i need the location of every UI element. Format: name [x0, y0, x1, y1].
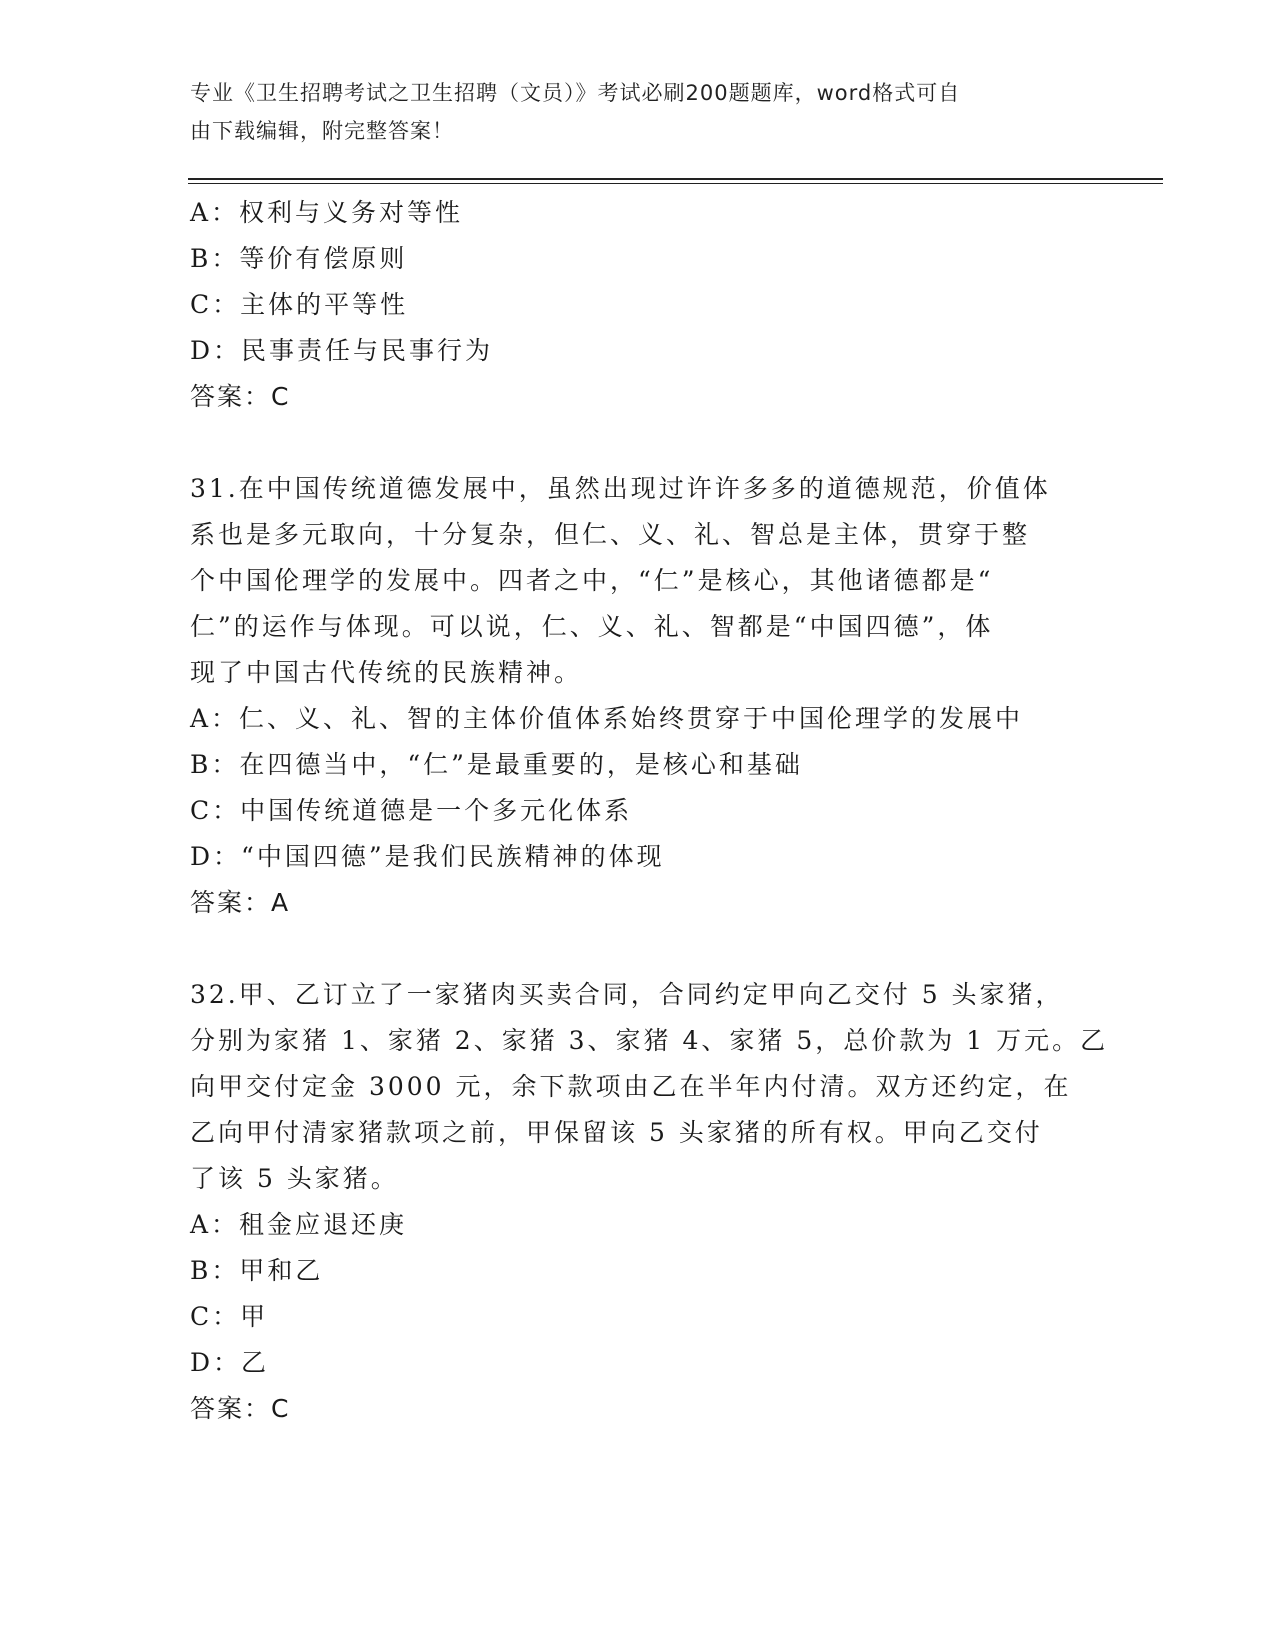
- answer-line: 答案：A: [190, 888, 291, 917]
- option-b: B：在四德当中，“仁”是最重要的，是核心和基础: [190, 750, 803, 779]
- answer-line: 答案：C: [190, 382, 291, 411]
- document-header: [190, 74, 1070, 150]
- question-text-line: 现了中国古代传统的民族精神。: [190, 658, 583, 687]
- option-a: A：权利与义务对等性: [190, 198, 464, 227]
- option-b: B：等价有偿原则: [190, 244, 408, 273]
- question-text-line: 系也是多元取向，十分复杂，但仁、义、礼、智总是主体，贯穿于整: [190, 520, 1031, 549]
- question-30: [190, 190, 1090, 420]
- option-b: B：甲和乙: [190, 1256, 324, 1285]
- spacer: [190, 926, 1090, 972]
- question-text-line: 分别为家猪 1、家猪 2、家猪 3、家猪 4、家猪 5，总价款为 1 万元。乙: [190, 1026, 1109, 1055]
- question-text-line: 个中国伦理学的发展中。四者之中，“仁”是核心，其他诸德都是“: [190, 566, 994, 595]
- header-line-2: 由下载编辑，附完整答案！: [190, 119, 454, 143]
- question-text-line: 32.甲、乙订立了一家猪肉买卖合同，合同约定甲向乙交付 5 头家猪，: [190, 980, 1064, 1009]
- question-text-line: 了该 5 头家猪。: [190, 1164, 399, 1193]
- question-text-line: 31.在中国传统道德发展中，虽然出现过许许多多的道德规范，价值体: [190, 474, 1051, 503]
- option-a: A：仁、义、礼、智的主体价值体系始终贯穿于中国伦理学的发展中: [190, 704, 1024, 733]
- question-text-line: 向甲交付定金 3000 元，余下款项由乙在半年内付清。双方还约定，在: [190, 1072, 1072, 1101]
- header-divider-thick: [188, 178, 1163, 180]
- spacer: [190, 420, 1090, 466]
- answer-line: 答案：C: [190, 1394, 291, 1423]
- question-content: [190, 190, 1109, 1432]
- question-31: [190, 466, 1090, 926]
- header-divider-thin: [188, 183, 1163, 184]
- option-c: C：主体的平等性: [190, 290, 409, 319]
- option-d: D：民事责任与民事行为: [190, 336, 494, 365]
- option-a: A：租金应退还庚: [190, 1210, 408, 1239]
- option-d: D：“中国四德”是我们民族精神的体现: [190, 842, 665, 871]
- option-c: C：甲: [190, 1302, 269, 1331]
- header-line-1: 专业《卫生招聘考试之卫生招聘（文员）》考试必刷200题题库，word格式可自: [190, 81, 961, 105]
- option-d: D：乙: [190, 1348, 270, 1377]
- option-c: C：中国传统道德是一个多元化体系: [190, 796, 633, 825]
- question-32: [190, 972, 1109, 1432]
- question-text-line: 仁”的运作与体现。可以说，仁、义、礼、智都是“中国四德”，体: [190, 612, 994, 641]
- question-text-line: 乙向甲付清家猪款项之前，甲保留该 5 头家猪的所有权。甲向乙交付: [190, 1118, 1043, 1147]
